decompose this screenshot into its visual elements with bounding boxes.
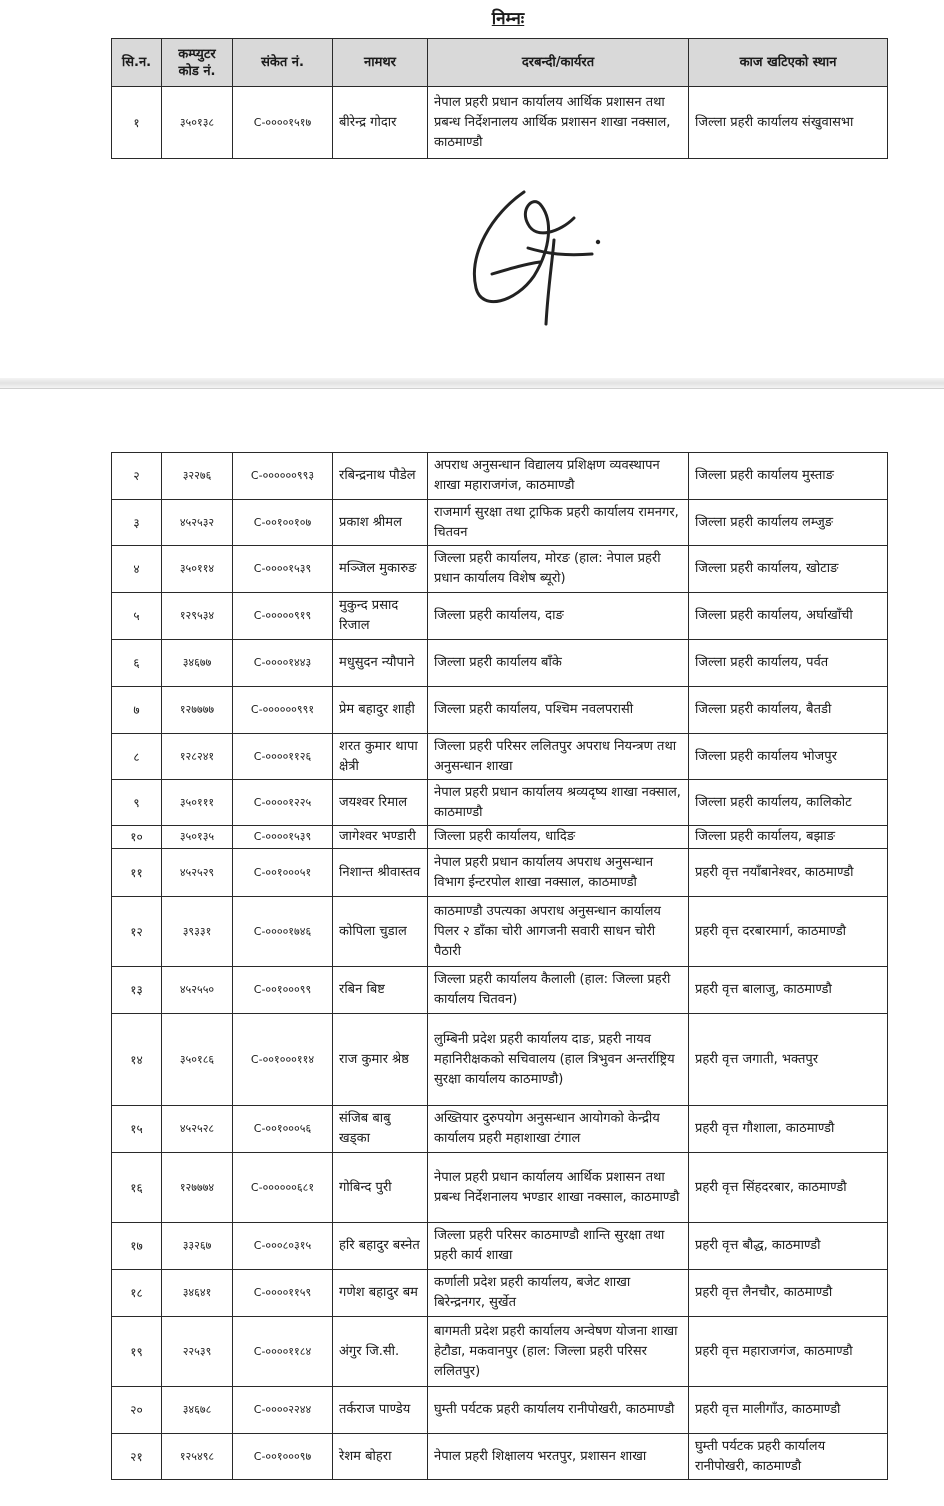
post-cell: जिल्ला प्रहरी परिसर ललितपुर अपराध नियन्त्रण तथा अनुसन्धान शाखा bbox=[428, 734, 689, 780]
name-cell: रबिन बिष्ट bbox=[333, 967, 428, 1014]
table-row bbox=[112, 453, 888, 500]
serial-number-cell: ५ bbox=[112, 593, 162, 640]
table-row bbox=[112, 87, 888, 159]
name-cell: प्रेम बहादुर शाही bbox=[333, 687, 428, 734]
computer-code-cell: ३५०१३५ bbox=[162, 826, 233, 849]
computer-code-cell: ३५०१८६ bbox=[162, 1014, 233, 1106]
post-cell: अख्तियार दुरुपयोग अनुसन्धान आयोगको केन्द्रीय कार्यालय प्रहरी महाशाखा टंगाल bbox=[428, 1106, 689, 1153]
table-row bbox=[112, 640, 888, 687]
computer-code-cell: ४५२५२९ bbox=[162, 849, 233, 897]
post-cell: जिल्ला प्रहरी कार्यालय, पश्चिम नवलपरासी bbox=[428, 687, 689, 734]
col-header-name: नामथर bbox=[333, 39, 428, 87]
col-header-place: काज खटिएको स्थान bbox=[689, 39, 888, 87]
table-row bbox=[112, 734, 888, 780]
computer-code-cell: १२७७७७ bbox=[162, 687, 233, 734]
table-row bbox=[112, 546, 888, 593]
post-cell: जिल्ला प्रहरी कार्यालय, धादिङ bbox=[428, 826, 689, 849]
page-heading: निम्नः bbox=[491, 9, 525, 29]
symbol-number-cell: C-००१००१०७ bbox=[233, 500, 333, 546]
computer-code-cell: २२५३९ bbox=[162, 1317, 233, 1387]
name-cell: कोपिला चुडाल bbox=[333, 897, 428, 967]
name-cell: निशान्त श्रीवास्तव bbox=[333, 849, 428, 897]
computer-code-cell: ३४६७८ bbox=[162, 1387, 233, 1434]
computer-code-cell: ३२२७६ bbox=[162, 453, 233, 500]
col-header-symbol: संकेत नं. bbox=[233, 39, 333, 87]
name-cell: जागेश्वर भण्डारी bbox=[333, 826, 428, 849]
table-row bbox=[112, 826, 888, 849]
computer-code-cell: ३५०११४ bbox=[162, 546, 233, 593]
table-row bbox=[112, 1317, 888, 1387]
post-cell: जिल्ला प्रहरी कार्यालय, दाङ bbox=[428, 593, 689, 640]
deputation-place-cell: जिल्ला प्रहरी कार्यालय, खोटाङ bbox=[689, 546, 888, 593]
symbol-number-cell: C-००००१५१७ bbox=[233, 87, 333, 159]
computer-code-cell: ४५२५३२ bbox=[162, 500, 233, 546]
name-cell: हरि बहादुर बस्नेत bbox=[333, 1223, 428, 1270]
table-row bbox=[112, 1106, 888, 1153]
name-cell: मञ्जिल मुकारुङ bbox=[333, 546, 428, 593]
name-cell: बीरेन्द्र गोदार bbox=[333, 87, 428, 159]
deputation-place-cell: जिल्ला प्रहरी कार्यालय, पर्वत bbox=[689, 640, 888, 687]
serial-number-cell: १९ bbox=[112, 1317, 162, 1387]
deputation-place-cell: जिल्ला प्रहरी कार्यालय भोजपुर bbox=[689, 734, 888, 780]
serial-number-cell: ७ bbox=[112, 687, 162, 734]
table-row bbox=[112, 1153, 888, 1223]
table-page-1 bbox=[111, 38, 888, 159]
name-cell: रबिन्द्रनाथ पौडेल bbox=[333, 453, 428, 500]
name-cell: प्रकाश श्रीमल bbox=[333, 500, 428, 546]
table-header-row bbox=[112, 39, 888, 87]
post-cell: जिल्ला प्रहरी कार्यालय बाँके bbox=[428, 640, 689, 687]
table-row bbox=[112, 1270, 888, 1317]
post-cell: लुम्बिनी प्रदेश प्रहरी कार्यालय दाङ, प्रहरी नायव महानिरीक्षकको सचिवालय (हाल त्रिभुवन अन्तर्राष्ट्रिय सुरक्षा कार्यालय काठमाण्डौ) bbox=[428, 1014, 689, 1106]
table-row bbox=[112, 897, 888, 967]
serial-number-cell: ९ bbox=[112, 780, 162, 826]
symbol-number-cell: C-००१०००५६ bbox=[233, 1106, 333, 1153]
serial-number-cell: २० bbox=[112, 1387, 162, 1434]
deputation-place-cell: प्रहरी वृत्त सिंहदरबार, काठमाण्डौ bbox=[689, 1153, 888, 1223]
name-cell: गोबिन्द पुरी bbox=[333, 1153, 428, 1223]
symbol-number-cell: C-००१०००९७ bbox=[233, 1434, 333, 1480]
deputation-place-cell: प्रहरी वृत्त नयाँबानेश्वर, काठमाण्डौ bbox=[689, 849, 888, 897]
post-cell: जिल्ला प्रहरी परिसर काठमाण्डौ शान्ति सुरक्षा तथा प्रहरी कार्य शाखा bbox=[428, 1223, 689, 1270]
post-cell: नेपाल प्रहरी प्रधान कार्यालय श्रव्यदृष्य शाखा नक्साल, काठमाण्डौ bbox=[428, 780, 689, 826]
serial-number-cell: १६ bbox=[112, 1153, 162, 1223]
computer-code-cell: ४५२५५० bbox=[162, 967, 233, 1014]
serial-number-cell: ११ bbox=[112, 849, 162, 897]
deputation-place-cell: जिल्ला प्रहरी कार्यालय, बझाङ bbox=[689, 826, 888, 849]
symbol-number-cell: C-००००००६८१ bbox=[233, 1153, 333, 1223]
page-break-line bbox=[0, 388, 944, 389]
symbol-number-cell: C-००००१५३९ bbox=[233, 826, 333, 849]
post-cell: काठमाण्डौ उपत्यका अपराध अनुसन्धान कार्यालय पिलर २ डाँका चोरी आगजनी सवारी साधन चोरी पैठारी bbox=[428, 897, 689, 967]
serial-number-cell: ३ bbox=[112, 500, 162, 546]
deputation-place-cell: प्रहरी वृत्त मालीगाँउ, काठमाण्डौ bbox=[689, 1387, 888, 1434]
post-cell: नेपाल प्रहरी प्रधान कार्यालय आर्थिक प्रशासन तथा प्रबन्ध निर्देशनालय आर्थिक प्रशासन शाखा नक्साल, काठमाण्डौ bbox=[428, 87, 689, 159]
table-row bbox=[112, 849, 888, 897]
deputation-place-cell: प्रहरी वृत्त बालाजु, काठमाण्डौ bbox=[689, 967, 888, 1014]
symbol-number-cell: C-००००१२२५ bbox=[233, 780, 333, 826]
serial-number-cell: ६ bbox=[112, 640, 162, 687]
deputation-place-cell: प्रहरी वृत्त जगाती, भक्तपुर bbox=[689, 1014, 888, 1106]
deputation-place-cell: जिल्ला प्रहरी कार्यालय, कालिकोट bbox=[689, 780, 888, 826]
computer-code-cell: १२८२४१ bbox=[162, 734, 233, 780]
table-row bbox=[112, 1223, 888, 1270]
page-break-divider bbox=[0, 378, 944, 388]
post-cell: जिल्ला प्रहरी कार्यालय कैलाली (हाल: जिल्ला प्रहरी कार्यालय चितवन) bbox=[428, 967, 689, 1014]
col-header-code: कम्प्युटर कोड नं. bbox=[162, 39, 233, 87]
name-cell: शरत कुमार थापा क्षेत्री bbox=[333, 734, 428, 780]
post-cell: अपराध अनुसन्धान विद्यालय प्रशिक्षण व्यवस्थापन शाखा महाराजगंज, काठमाण्डौ bbox=[428, 453, 689, 500]
serial-number-cell: १० bbox=[112, 826, 162, 849]
table-row bbox=[112, 687, 888, 734]
table-row bbox=[112, 1014, 888, 1106]
symbol-number-cell: C-००००११८४ bbox=[233, 1317, 333, 1387]
symbol-number-cell: C-००००१४४३ bbox=[233, 640, 333, 687]
deputation-place-cell: जिल्ला प्रहरी कार्यालय, बैतडी bbox=[689, 687, 888, 734]
post-cell: कर्णाली प्रदेश प्रहरी कार्यालय, बजेट शाखा बिरेन्द्रनगर, सुर्खेत bbox=[428, 1270, 689, 1317]
col-header-sn: सि.न. bbox=[112, 39, 162, 87]
name-cell: राज कुमार श्रेष्ठ bbox=[333, 1014, 428, 1106]
post-cell: नेपाल प्रहरी शिक्षालय भरतपुर, प्रशासन शाखा bbox=[428, 1434, 689, 1480]
deputation-place-cell: प्रहरी वृत्त बौद्ध, काठमाण्डौ bbox=[689, 1223, 888, 1270]
table-row bbox=[112, 967, 888, 1014]
symbol-number-cell: C-०००००९१९ bbox=[233, 593, 333, 640]
serial-number-cell: २ bbox=[112, 453, 162, 500]
computer-code-cell: १२७७७४ bbox=[162, 1153, 233, 1223]
serial-number-cell: ४ bbox=[112, 546, 162, 593]
serial-number-cell: २१ bbox=[112, 1434, 162, 1480]
computer-code-cell: ३३२६७ bbox=[162, 1223, 233, 1270]
symbol-number-cell: C-००००००९९३ bbox=[233, 453, 333, 500]
deputation-place-cell: प्रहरी वृत्त महाराजगंज, काठमाण्डौ bbox=[689, 1317, 888, 1387]
signature-image bbox=[462, 184, 612, 326]
symbol-number-cell: C-००००११२६ bbox=[233, 734, 333, 780]
computer-code-cell: १२५४९८ bbox=[162, 1434, 233, 1480]
name-cell: रेशम बोहरा bbox=[333, 1434, 428, 1480]
deputation-place-cell: प्रहरी वृत्त दरबारमार्ग, काठमाण्डौ bbox=[689, 897, 888, 967]
name-cell: तर्कराज पाण्डेय bbox=[333, 1387, 428, 1434]
table-row bbox=[112, 500, 888, 546]
serial-number-cell: १ bbox=[112, 87, 162, 159]
computer-code-cell: ३५०१३८ bbox=[162, 87, 233, 159]
computer-code-cell: १२९५३४ bbox=[162, 593, 233, 640]
computer-code-cell: ३५०१११ bbox=[162, 780, 233, 826]
name-cell: मुकुन्द प्रसाद रिजाल bbox=[333, 593, 428, 640]
post-cell: घुम्ती पर्यटक प्रहरी कार्यालय रानीपोखरी, काठमाण्डौ bbox=[428, 1387, 689, 1434]
name-cell: मधुसुदन न्यौपाने bbox=[333, 640, 428, 687]
computer-code-cell: ३९३३१ bbox=[162, 897, 233, 967]
post-cell: बागमती प्रदेश प्रहरी कार्यालय अन्वेषण योजना शाखा हेटौडा, मकवानपुर (हाल: जिल्ला प्रहरी परिसर ललितपुर) bbox=[428, 1317, 689, 1387]
symbol-number-cell: C-००००११५९ bbox=[233, 1270, 333, 1317]
deputation-place-cell: प्रहरी वृत्त गौशाला, काठमाण्डौ bbox=[689, 1106, 888, 1153]
table-row bbox=[112, 1434, 888, 1480]
name-cell: अंगुर जि.सी. bbox=[333, 1317, 428, 1387]
symbol-number-cell: C-००००१७४६ bbox=[233, 897, 333, 967]
serial-number-cell: १४ bbox=[112, 1014, 162, 1106]
symbol-number-cell: C-०००८०३१५ bbox=[233, 1223, 333, 1270]
post-cell: राजमार्ग सुरक्षा तथा ट्राफिक प्रहरी कार्यालय रामनगर, चितवन bbox=[428, 500, 689, 546]
symbol-number-cell: C-००१०००११४ bbox=[233, 1014, 333, 1106]
serial-number-cell: १२ bbox=[112, 897, 162, 967]
symbol-number-cell: C-००००१५३९ bbox=[233, 546, 333, 593]
name-cell: गणेश बहादुर बम bbox=[333, 1270, 428, 1317]
post-cell: नेपाल प्रहरी प्रधान कार्यालय अपराध अनुसन्धान विभाग ईन्टरपोल शाखा नक्साल, काठमाण्डौ bbox=[428, 849, 689, 897]
table-page-2 bbox=[111, 452, 888, 1480]
computer-code-cell: ४५२५२८ bbox=[162, 1106, 233, 1153]
table-row bbox=[112, 1387, 888, 1434]
serial-number-cell: ८ bbox=[112, 734, 162, 780]
symbol-number-cell: C-००१०००५१ bbox=[233, 849, 333, 897]
serial-number-cell: १७ bbox=[112, 1223, 162, 1270]
symbol-number-cell: C-००००००९९१ bbox=[233, 687, 333, 734]
post-cell: नेपाल प्रहरी प्रधान कार्यालय आर्थिक प्रशासन तथा प्रबन्ध निर्देशनालय भण्डार शाखा नक्साल, काठमाण्डौ bbox=[428, 1153, 689, 1223]
table-row bbox=[112, 780, 888, 826]
serial-number-cell: १३ bbox=[112, 967, 162, 1014]
post-cell: जिल्ला प्रहरी कार्यालय, मोरङ (हाल: नेपाल प्रहरी प्रधान कार्यालय विशेष ब्यूरो) bbox=[428, 546, 689, 593]
deputation-place-cell: जिल्ला प्रहरी कार्यालय संखुवासभा bbox=[689, 87, 888, 159]
deputation-place-cell: प्रहरी वृत्त लैनचौर, काठमाण्डौ bbox=[689, 1270, 888, 1317]
deputation-place-cell: जिल्ला प्रहरी कार्यालय लम्जुङ bbox=[689, 500, 888, 546]
name-cell: संजिब बाबु खड्का bbox=[333, 1106, 428, 1153]
serial-number-cell: १५ bbox=[112, 1106, 162, 1153]
serial-number-cell: १८ bbox=[112, 1270, 162, 1317]
col-header-post: दरबन्दी/कार्यरत bbox=[428, 39, 689, 87]
deputation-place-cell: घुम्ती पर्यटक प्रहरी कार्यालय रानीपोखरी, काठमाण्डौ bbox=[689, 1434, 888, 1480]
computer-code-cell: ३४६४१ bbox=[162, 1270, 233, 1317]
deputation-place-cell: जिल्ला प्रहरी कार्यालय, अर्घाखाँची bbox=[689, 593, 888, 640]
table-row bbox=[112, 593, 888, 640]
symbol-number-cell: C-००१०००९९ bbox=[233, 967, 333, 1014]
name-cell: जयश्वर रिमाल bbox=[333, 780, 428, 826]
deputation-place-cell: जिल्ला प्रहरी कार्यालय मुस्ताङ bbox=[689, 453, 888, 500]
symbol-number-cell: C-००००२२४४ bbox=[233, 1387, 333, 1434]
computer-code-cell: ३४६७७ bbox=[162, 640, 233, 687]
